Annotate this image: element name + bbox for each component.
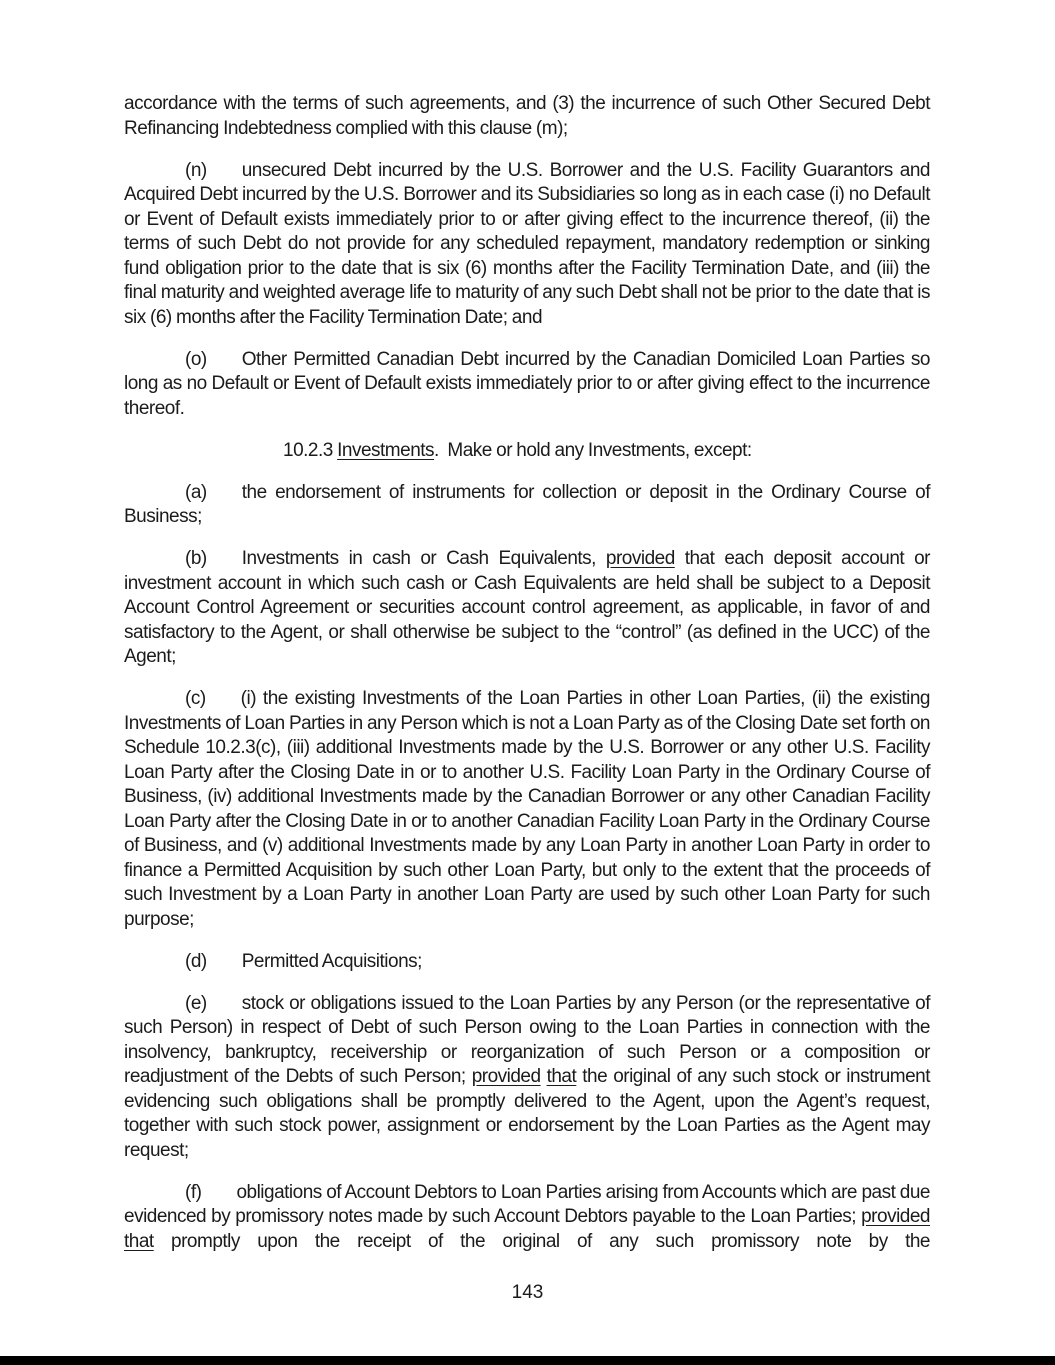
paragraph-f <box>124 1181 930 1255</box>
underlined-text: that <box>546 1066 577 1087</box>
text-run: the original of any such stock or instrument evidencing such obligations shall be promptly delivered to the Agent, upon the Agent’s request, together with such stock power, assignment or endorsement by the Loan Parties as the Agent may request; <box>124 1066 930 1161</box>
page-number: 143 <box>511 1282 544 1303</box>
text-run: accordance with the terms of such agreements, and (3) the incurrence of such Other Secured Debt Refinancing Indebtedness complied with this clause (m); <box>124 93 930 139</box>
paragraph-d <box>124 950 930 975</box>
text-run: stock or obligations issued to the Loan Parties by any Person (or the representative of such Person) in respect of Debt of such Person owing to the Loan Parties in connection with the insolvency, bankruptcy, receivership or reorganization of such Person or a composition or readjustment of the Debts of such Person; <box>124 992 930 1087</box>
paragraph-label: (c) <box>185 688 206 709</box>
scan-edge-artifact <box>0 1356 1055 1365</box>
paragraph-c <box>124 687 930 932</box>
underlined-text: provided <box>861 1206 930 1227</box>
paragraph-label: (b) <box>185 548 207 569</box>
text-run: the endorsement of instruments for collection or deposit in the Ordinary Course of Business; <box>124 481 930 527</box>
text-run: 10.2.3 <box>283 439 338 461</box>
paragraph-e <box>124 992 930 1164</box>
text-run: . Make or hold any Investments, except: <box>434 439 752 461</box>
text-run: promptly upon the receipt of the original of any such promissory note by the <box>153 1230 930 1252</box>
paragraph-label: (e) <box>185 992 207 1014</box>
text-run: Permitted Acquisitions; <box>241 950 422 972</box>
section-heading-10-2-3 <box>124 439 930 464</box>
paragraph-label: (d) <box>185 950 207 972</box>
paragraph-label: (o) <box>185 348 207 370</box>
paragraph-label: (n) <box>185 159 207 181</box>
paragraph-label: (f) <box>185 1181 202 1203</box>
paragraph-label: (a) <box>185 481 207 503</box>
paragraph-n <box>124 159 930 331</box>
paragraph-a <box>124 481 930 530</box>
document-paragraphs <box>124 92 930 1272</box>
underlined-text: Investments <box>337 439 435 461</box>
text-run: Other Permitted Canadian Debt incurred by the Canadian Domiciled Loan Parties so long as no Default or Event of Default exists immediately prior to or after giving effect to the incurrence thereof. <box>124 348 930 419</box>
text-run: obligations of Account Debtors to Loan Parties arising from Accounts which are past due evidenced by promissory notes made by such Account Debtors payable to the Loan Parties; <box>124 1181 930 1227</box>
underlined-text: provided <box>471 1066 541 1087</box>
underlined-text: that <box>124 1230 154 1252</box>
text-run: (i) the existing Investments of the Loan Parties in other Loan Parties, (ii) the existing Investments of Loan Parties in any Person which is not a Loan Party as of the Closing Date set forth on Schedule 10.2.3(c), (iii) additional Investments made by the U.S. Borrower or any other U.S. Facility Loan Party after the Closing Date in or to another U.S. Facility Loan Party in the Ordinary Course of Business, (iv) additional Investments made by the Canadian Borrower or any other Canadian Facility Loan Party after the Closing Date in or to another Canadian Facility Loan Party in the Ordinary Course of Business, and (v) additional Investments made by any Loan Party in another Loan Party in order to finance a Permitted Acquisition by such other Loan Party, but only to the extent that the proceeds of such Investment by a Loan Party in another Loan Party are used by such other Loan Party for such purpose; <box>124 688 930 930</box>
paragraph-continuation <box>124 92 930 141</box>
text-run: that each deposit account or investment account in which such cash or Cash Equivalents are held shall be subject to a Deposit Account Control Agreement or securities account control agreement, as applicable, in favor of and satisfactory to the Agent, or shall otherwise be subject to the “control” (as defined in the UCC) of the Agent; <box>124 548 930 667</box>
paragraph-o <box>124 348 930 422</box>
text-run: Investments in cash or Cash Equivalents, <box>241 548 606 569</box>
text-run: unsecured Debt incurred by the U.S. Borrower and the U.S. Facility Guarantors and Acquired Debt incurred by the U.S. Borrower and its Subsidiaries so long as in each case (i) no Default or Event of Default exists immediately prior to or after giving effect to the incurrence thereof, (ii) the terms of such Debt do not provide for any scheduled repayment, mandatory redemption or sinking fund obligation prior to the date that is six (6) months after the Facility Termination Date, and (iii) the final maturity and weighted average life to maturity of any such Debt shall not be prior to the date that is six (6) months after the Facility Termination Date; and <box>124 159 930 328</box>
underlined-text: provided <box>605 548 675 569</box>
paragraph-b <box>124 547 930 670</box>
